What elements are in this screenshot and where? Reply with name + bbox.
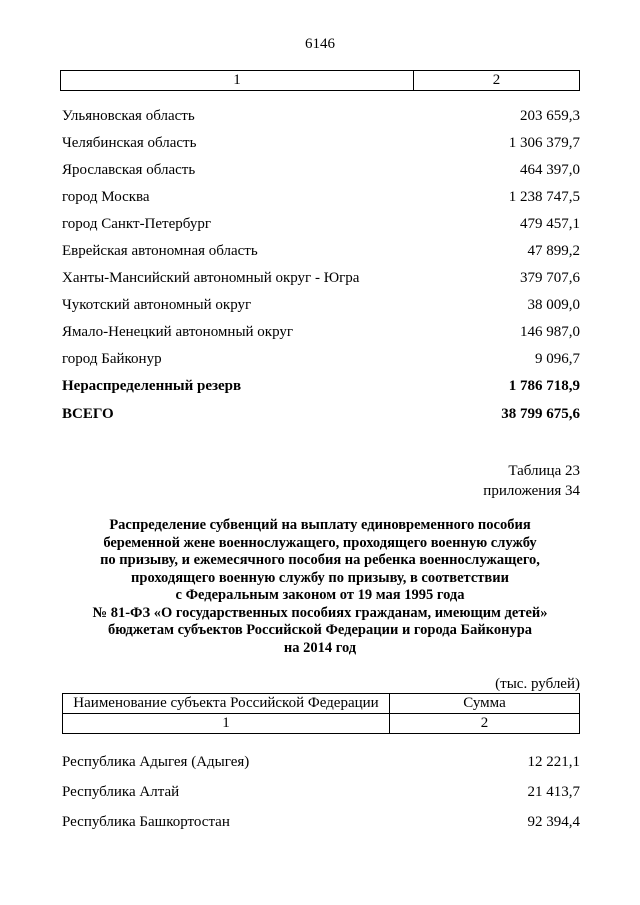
region-value: 464 397,0	[520, 162, 580, 178]
title-line: с Федеральным законом от 19 мая 1995 года	[175, 587, 465, 603]
reserve-label: Нераспределенный резерв	[62, 378, 242, 394]
region-name: Ярославская область	[62, 162, 196, 178]
table2-header	[62, 693, 580, 734]
region-name: город Москва	[62, 189, 150, 205]
table-row	[62, 754, 580, 774]
table-row	[62, 324, 580, 344]
table1-col-2: 2	[414, 71, 580, 91]
region-value: 1 238 747,5	[508, 189, 580, 205]
total-row	[62, 406, 580, 426]
region-value: 479 457,1	[520, 216, 580, 232]
region-name: Ульяновская область	[62, 108, 195, 124]
table-number: Таблица 23	[508, 463, 580, 479]
title-line: № 81-ФЗ «О государственных пособиях гражданам, имеющим детей»	[92, 604, 548, 621]
table-title	[60, 517, 580, 657]
region-name: Республика Башкортостан	[62, 814, 230, 830]
region-value: 9 096,7	[535, 351, 580, 367]
title-line: Распределение субвенций на выплату единовременного пособия	[109, 517, 531, 533]
table-row	[62, 216, 580, 236]
region-name: город Байконур	[62, 351, 162, 367]
title-line: бюджетам субъектов Российской Федерации и города Байконура	[107, 622, 533, 638]
table-row	[62, 784, 580, 804]
appendix-number: приложения 34	[483, 483, 580, 499]
table-row	[62, 135, 580, 155]
region-value: 379 707,6	[520, 270, 580, 286]
col-number-1: 1	[63, 714, 390, 734]
total-label: ВСЕГО	[62, 406, 114, 422]
region-name: Челябинская область	[62, 135, 197, 151]
region-name: Республика Алтай	[62, 784, 180, 800]
reserve-value: 1 786 718,9	[508, 378, 580, 394]
table-row	[62, 243, 580, 263]
region-name: Чукотский автономный округ	[62, 297, 252, 313]
region-value: 12 221,1	[527, 754, 580, 770]
table-label	[483, 461, 580, 501]
col-number-2: 2	[390, 714, 580, 734]
region-value: 21 413,7	[527, 784, 580, 800]
region-name: Еврейская автономная область	[62, 243, 258, 259]
region-value: 203 659,3	[520, 108, 580, 124]
region-value: 1 306 379,7	[508, 135, 580, 151]
region-value: 92 394,4	[527, 814, 580, 830]
col-header-name: Наименование субъекта Российской Федерации	[63, 694, 390, 714]
region-name: город Санкт-Петербург	[62, 216, 211, 232]
table-row	[62, 270, 580, 290]
table-row	[62, 108, 580, 128]
region-name: Ямало-Ненецкий автономный округ	[62, 324, 294, 340]
region-value: 38 009,0	[527, 297, 580, 313]
title-line: беременной жене военнослужащего, проходящего военную службу	[103, 534, 537, 551]
region-value: 47 899,2	[527, 243, 580, 259]
table-row	[62, 189, 580, 209]
region-name: Ханты-Мансийский автономный округ - Югра	[62, 270, 360, 286]
title-line: по призыву, и ежемесячного пособия на ребенка военнослужащего,	[100, 552, 540, 568]
region-name: Республика Адыгея (Адыгея)	[62, 754, 250, 770]
title-line: проходящего военную службу по призыву, в соответствии	[131, 569, 509, 586]
table-row	[62, 351, 580, 371]
table-row	[62, 297, 580, 317]
title-line: на 2014 год	[283, 639, 357, 656]
table1-col-1: 1	[61, 71, 414, 91]
total-value: 38 799 675,6	[501, 406, 580, 422]
region-value: 146 987,0	[520, 324, 580, 340]
table1-header	[60, 70, 580, 91]
page-number: 6146	[305, 36, 335, 52]
units-label: (тыс. рублей)	[495, 676, 580, 692]
col-header-sum: Сумма	[390, 694, 580, 714]
table-row	[62, 162, 580, 182]
table-row	[62, 814, 580, 834]
reserve-row	[62, 378, 580, 398]
